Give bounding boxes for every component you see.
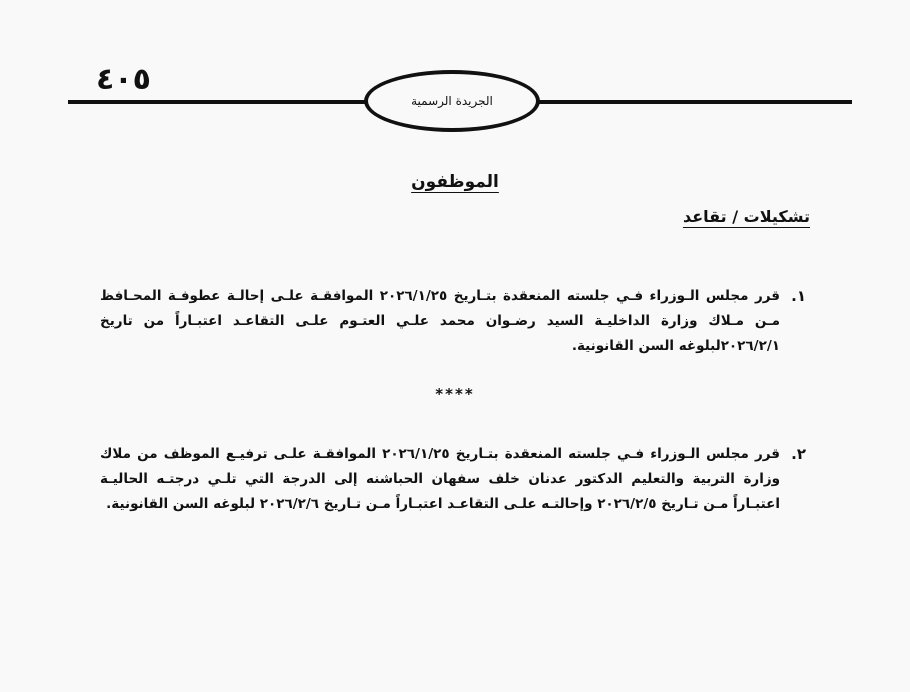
subsection-title: تشكيلات / تقاعد (682, 207, 810, 226)
publication-badge (364, 70, 540, 132)
header-rule-left (68, 100, 368, 104)
decision-text: قرر مجلس الـوزراء فـي جلسته المنعقدة بتـاريخ ٢٠٢٦/١/٢٥ الموافقـة علـى ترفيـع الموظف من ملاك وزارة التربية والتعليم الدكتور عدنان خلف سفهان الحباشنه إلى الدرجة التي تلـي درجتـه الحاليـة اعتبـاراً مـن تـاريخ ٢٠٢٦/٢/٥ وإحالتـه علـى التقاعـد اعتبـاراً مـن تـاريخ ٢٠٢٦/٢/٦ لبلوغه السن القانونية. (100, 446, 780, 512)
decision-item (100, 284, 806, 359)
decision-item (100, 442, 806, 517)
decision-number: ١. (791, 287, 806, 305)
header-rule-right (538, 100, 852, 104)
decision-number: ٢. (791, 445, 806, 463)
publication-name: الجريدة الرسمية (411, 94, 493, 108)
section-title: الموظفون (411, 172, 499, 192)
page-number: ٤٠٥ (96, 62, 151, 97)
separator: **** (435, 385, 475, 403)
decision-text: قرر مجلس الـوزراء فـي جلسته المنعقدة بتـاريخ ٢٠٢٦/١/٢٥ الموافقـة علـى إحالـة عطوفـة المحـافظ مـن مـلاك وزارة الداخليـة السيد رضـوان محمد علـي العتـوم علـى التقاعـد اعتبـاراً من تاريخ ٢٠٢٦/٢/١لبلوغه السن القانونية. (100, 288, 780, 354)
